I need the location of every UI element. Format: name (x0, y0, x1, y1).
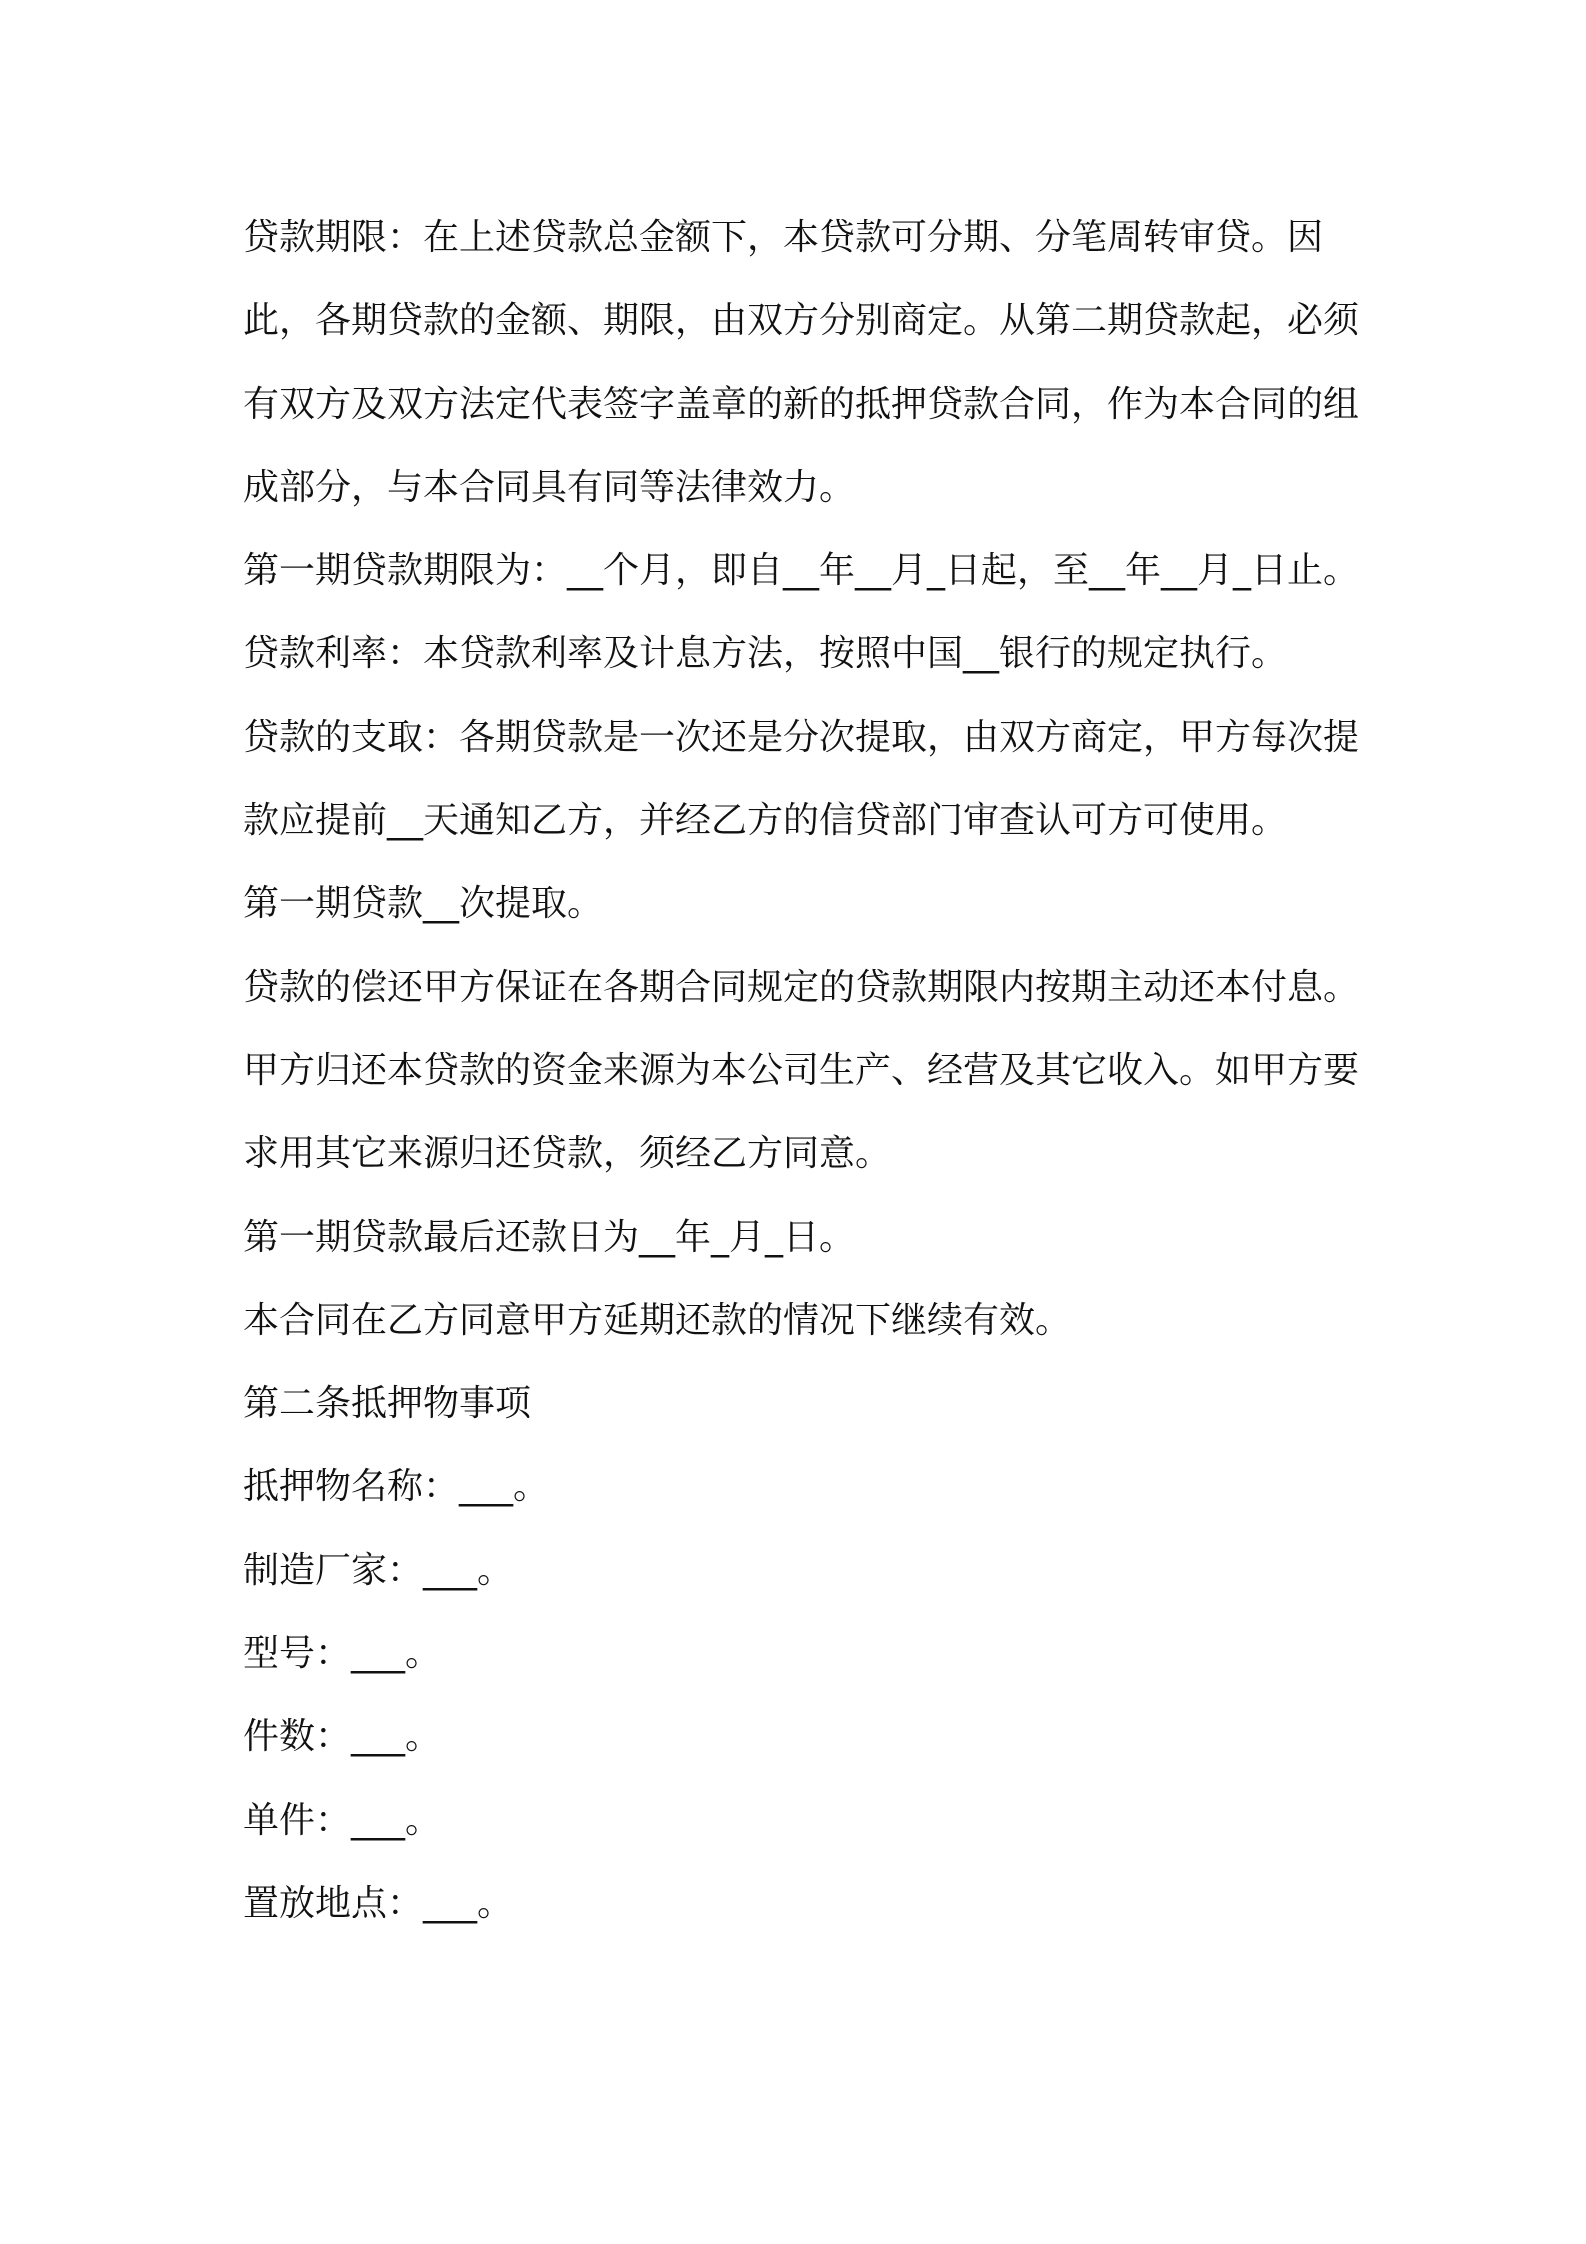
first-period-term-paragraph: 第一期贷款期限为：__个月，即自__年__月_日起，至__年__月_日止。 (243, 550, 1360, 592)
manufacturer-field: 制造厂家：___。 (243, 1549, 514, 1591)
location-field: 置放地点：___。 (243, 1882, 514, 1924)
final-repayment-date-paragraph: 第一期贷款最后还款日为__年_月_日。 (243, 1216, 856, 1258)
first-period-withdrawal-paragraph: 第一期贷款__次提取。 (243, 883, 604, 925)
loan-repayment-paragraph: 贷款的偿还甲方保证在各期合同规定的贷款期限内按期主动还本付息。甲方归还本贷款的资金来源为本公司生产、经营及其它收入。如甲方要求用其它来源归还贷款，须经乙方同意。 (243, 966, 1360, 1175)
section-heading-collateral: 第二条抵押物事项 (243, 1383, 532, 1425)
contract-validity-paragraph: 本合同在乙方同意甲方延期还款的情况下继续有效。 (243, 1299, 1072, 1341)
unit-field: 单件：___。 (243, 1799, 442, 1841)
collateral-name-field: 抵押物名称：___。 (243, 1466, 550, 1508)
model-field: 型号：___。 (243, 1633, 442, 1675)
document-body (243, 196, 1363, 1945)
loan-withdrawal-paragraph: 贷款的支取：各期贷款是一次还是分次提取，由双方商定，甲方每次提款应提前__天通知乙方，并经乙方的信贷部门审查认可方可使用。 (243, 716, 1360, 842)
interest-rate-paragraph: 贷款利率：本贷款利率及计息方法，按照中国__银行的规定执行。 (243, 633, 1288, 675)
quantity-field: 件数：___。 (243, 1716, 442, 1758)
loan-term-paragraph: 贷款期限：在上述贷款总金额下，本贷款可分期、分笔周转审贷。因此，各期贷款的金额、期限，由双方分别商定。从第二期贷款起，必须有双方及双方法定代表签字盖章的新的抵押贷款合同，作为本合同的组成部分，与本合同具有同等法律效力。 (243, 217, 1360, 508)
